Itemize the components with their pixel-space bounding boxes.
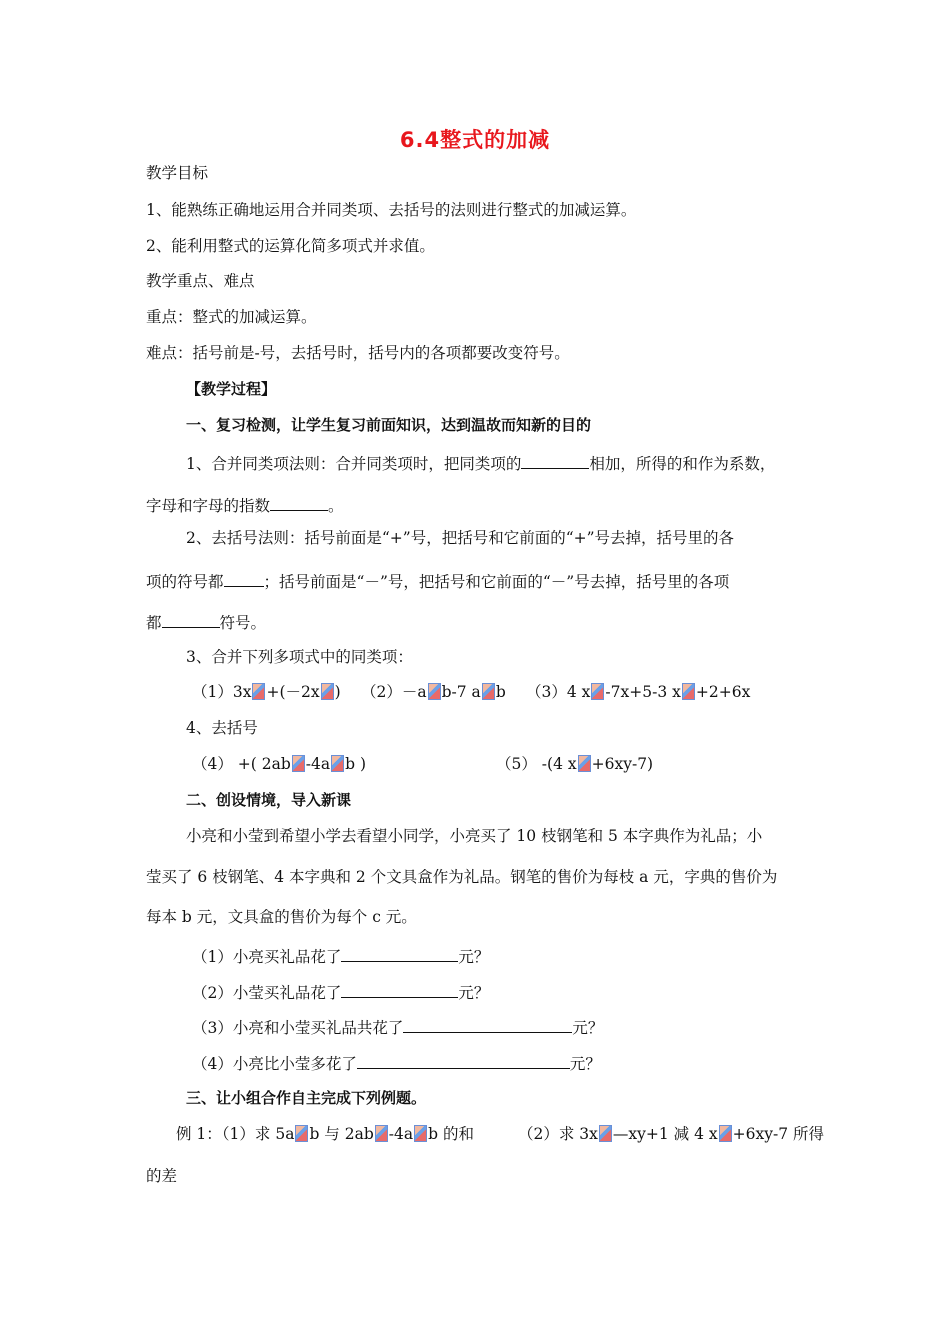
formula-image-icon bbox=[292, 755, 305, 772]
document-title: 6.4整式的加减 bbox=[399, 128, 551, 152]
key-points-heading: 教学重点、难点 bbox=[146, 272, 255, 290]
formula-image-icon bbox=[414, 1125, 427, 1142]
formula-image-icon bbox=[375, 1125, 388, 1142]
q4-item-4-part: （4） +( 2ab bbox=[192, 755, 291, 773]
rule2-line1: 2、去括号法则：括号前面是“+”号，把括号和它前面的“+”号去掉，括号里的各 bbox=[186, 529, 735, 547]
q3-item-3-part: -7x+5-3 x bbox=[605, 683, 681, 701]
q3-heading: 3、合并下列多项式中的同类项： bbox=[186, 648, 413, 666]
rule2-text-b: 项的符号都 bbox=[146, 573, 224, 591]
scenario-question-text: （2）小莹买礼品花了 bbox=[192, 984, 342, 1002]
scenario-line-2: 莹买了 6 枝钢笔、4 本字典和 2 个文具盒作为礼品。钢笔的售价为每枝 a 元，字典的售价为 bbox=[146, 868, 778, 886]
q3-item-2-part: （2）－a bbox=[361, 683, 427, 701]
example-1-continuation: 的差 bbox=[146, 1167, 178, 1185]
formula-image-icon bbox=[482, 683, 495, 700]
example-1-part-2 bbox=[518, 1124, 824, 1144]
rule1-text-d: 。 bbox=[328, 497, 344, 515]
q3-item-2 bbox=[361, 682, 506, 702]
q4-item-4-part: -4a bbox=[305, 755, 331, 773]
objectives-heading: 教学目标 bbox=[146, 164, 209, 182]
fill-blank bbox=[224, 570, 264, 587]
q4-item-5-part: （5） -(4 x bbox=[496, 755, 577, 773]
example-1-part-1 bbox=[176, 1124, 474, 1144]
process-heading: 【教学过程】 bbox=[186, 380, 277, 398]
fill-blank bbox=[341, 945, 458, 962]
example-text: —xy+1 减 4 x bbox=[612, 1125, 718, 1143]
scenario-question-2 bbox=[192, 981, 489, 1003]
scenario-question-text: （4）小亮比小莹多花了 bbox=[192, 1055, 357, 1073]
rule2-text-e: 符号。 bbox=[219, 614, 267, 632]
objective-item-1: 1、能熟练正确地运用合并同类项、去括号的法则进行整式的加减运算。 bbox=[146, 201, 637, 219]
key-point: 重点：整式的加减运算。 bbox=[146, 308, 317, 326]
q4-heading: 4、去括号 bbox=[186, 719, 258, 737]
fill-blank bbox=[270, 494, 328, 511]
formula-image-icon bbox=[428, 683, 441, 700]
section1-heading: 一、复习检测，让学生复习前面知识，达到温故而知新的目的 bbox=[186, 416, 592, 434]
q4-item-4 bbox=[192, 754, 366, 774]
scenario-question-text: 元？ bbox=[458, 984, 490, 1002]
formula-image-icon bbox=[719, 1125, 732, 1142]
fill-blank bbox=[403, 1016, 572, 1033]
scenario-question-text: 元？ bbox=[458, 948, 490, 966]
objective-item-2: 2、能利用整式的运算化简多项式并求值。 bbox=[146, 237, 435, 255]
rule1-text-c: 字母和字母的指数 bbox=[146, 497, 271, 515]
formula-image-icon bbox=[682, 683, 695, 700]
rule2-line2 bbox=[146, 570, 729, 592]
scenario-question-text: （1）小亮买礼品花了 bbox=[192, 948, 342, 966]
section2-heading: 二、创设情境，导入新课 bbox=[186, 791, 352, 809]
scenario-question-1 bbox=[192, 945, 489, 967]
formula-image-icon bbox=[331, 755, 344, 772]
rule2-text-d: 都 bbox=[146, 614, 162, 632]
q4-item-4-part: b ) bbox=[345, 755, 367, 773]
q3-item-1-part: ) bbox=[334, 683, 341, 701]
rule2-text-c: ；括号前面是“－”号，把括号和它前面的“－”号去掉，括号里的各项 bbox=[263, 573, 730, 591]
scenario-question-text: （3）小亮和小莹买礼品共花了 bbox=[192, 1019, 404, 1037]
fill-blank bbox=[341, 981, 458, 998]
section3-heading: 三、让小组合作自主完成下列例题。 bbox=[186, 1089, 427, 1107]
example-text: （2）求 3x bbox=[518, 1125, 598, 1143]
formula-image-icon bbox=[578, 755, 591, 772]
scenario-line-1: 小亮和小莹到希望小学去看望小同学，小亮买了 10 枝钢笔和 5 本字典作为礼品；小 bbox=[186, 827, 763, 845]
example-text: 例 1：（1）求 5a bbox=[176, 1125, 295, 1143]
example-text: b 与 2ab bbox=[309, 1125, 374, 1143]
scenario-question-text: 元？ bbox=[569, 1055, 601, 1073]
formula-image-icon bbox=[252, 683, 265, 700]
formula-image-icon bbox=[599, 1125, 612, 1142]
example-text: -4a bbox=[388, 1125, 414, 1143]
formula-image-icon bbox=[321, 683, 334, 700]
rule2-line3 bbox=[146, 611, 266, 633]
rule1-line1 bbox=[186, 452, 775, 474]
q3-item-3-part: +2+6x bbox=[695, 683, 751, 701]
scenario-question-text: 元？ bbox=[572, 1019, 604, 1037]
fill-blank bbox=[162, 611, 220, 628]
formula-image-icon bbox=[591, 683, 604, 700]
rule1-line2 bbox=[146, 494, 344, 516]
formula-image-icon bbox=[295, 1125, 308, 1142]
q3-item-1-part: （1）3x bbox=[192, 683, 252, 701]
difficult-point: 难点：括号前是-号，去括号时，括号内的各项都要改变符号。 bbox=[146, 344, 570, 362]
q3-item-2-part: b-7 a bbox=[441, 683, 481, 701]
fill-blank bbox=[521, 452, 589, 469]
scenario-question-3 bbox=[192, 1016, 603, 1038]
rule1-text-a: 1、合并同类项法则：合并同类项时，把同类项的 bbox=[186, 455, 522, 473]
example-text: b 的和 bbox=[428, 1125, 474, 1143]
q3-item-1 bbox=[192, 682, 341, 702]
q3-item-1-part: +(－2x bbox=[266, 683, 320, 701]
scenario-question-4 bbox=[192, 1052, 601, 1074]
q4-item-5-part: +6xy-7) bbox=[591, 755, 654, 773]
q3-item-3-part: （3）4 x bbox=[526, 683, 591, 701]
rule1-text-b: 相加，所得的和作为系数， bbox=[589, 455, 776, 473]
fill-blank bbox=[357, 1052, 570, 1069]
scenario-line-3: 每本 b 元，文具盒的售价为每个 c 元。 bbox=[146, 908, 417, 926]
q4-item-5 bbox=[496, 754, 653, 774]
q3-item-2-part: b bbox=[495, 683, 506, 701]
example-text: +6xy-7 所得 bbox=[732, 1125, 825, 1143]
q3-item-3 bbox=[526, 682, 750, 702]
